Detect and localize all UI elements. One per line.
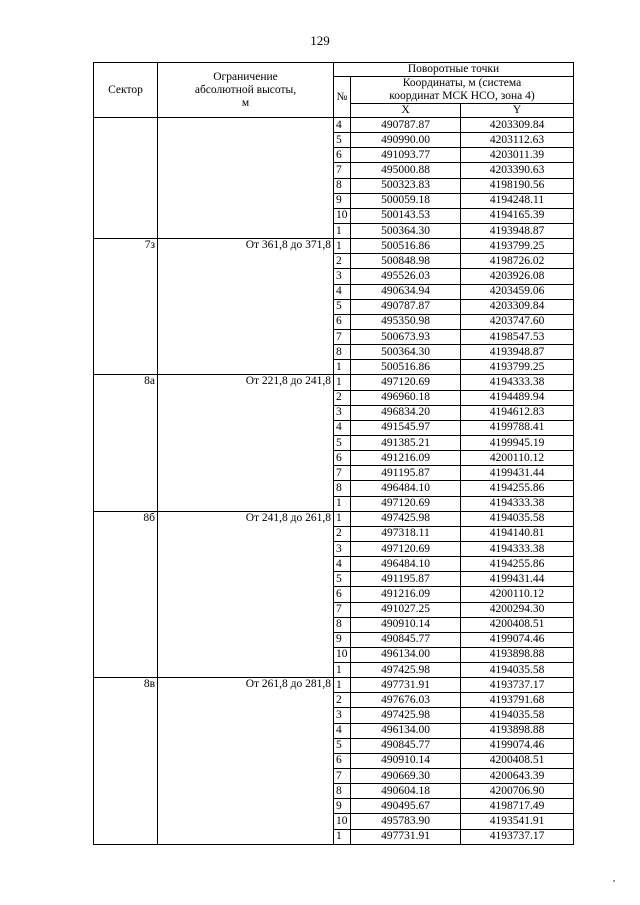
y-coordinate-cell: 4194333.38 xyxy=(461,541,574,556)
table-row xyxy=(94,118,574,133)
y-coordinate-cell: 4194333.38 xyxy=(461,375,574,390)
x-coordinate-cell: 500848.98 xyxy=(351,254,461,269)
point-number-cell: 2 xyxy=(334,693,351,708)
point-number-cell: 8 xyxy=(334,481,351,496)
limit-cell: От 221,8 до 241,8 xyxy=(158,375,334,511)
point-number-cell: 9 xyxy=(334,632,351,647)
y-coordinate-cell: 4200408.51 xyxy=(461,617,574,632)
scan-speck xyxy=(613,880,615,882)
y-coordinate-cell: 4193948.87 xyxy=(461,345,574,360)
y-coordinate-cell: 4193791.68 xyxy=(461,693,574,708)
point-number-cell: 6 xyxy=(334,148,351,163)
point-number-cell: 1 xyxy=(334,829,351,844)
x-coordinate-cell: 500323.83 xyxy=(351,178,461,193)
sector-cell: 8а xyxy=(94,375,158,511)
point-number-cell: 5 xyxy=(334,299,351,314)
y-coordinate-cell: 4199074.46 xyxy=(461,738,574,753)
x-coordinate-cell: 497731.91 xyxy=(351,678,461,693)
x-coordinate-cell: 491195.87 xyxy=(351,572,461,587)
x-coordinate-cell: 491216.09 xyxy=(351,451,461,466)
x-coordinate-cell: 500516.86 xyxy=(351,360,461,375)
header-y: Y xyxy=(461,104,574,118)
x-coordinate-cell: 490634.94 xyxy=(351,284,461,299)
sector-cell: 7з xyxy=(94,239,158,375)
point-number-cell: 8 xyxy=(334,784,351,799)
x-coordinate-cell: 490990.00 xyxy=(351,133,461,148)
point-number-cell: 4 xyxy=(334,284,351,299)
point-number-cell: 6 xyxy=(334,451,351,466)
x-coordinate-cell: 490845.77 xyxy=(351,738,461,753)
table-row xyxy=(94,239,574,254)
y-coordinate-cell: 4194035.58 xyxy=(461,511,574,526)
point-number-cell: 10 xyxy=(334,647,351,662)
y-coordinate-cell: 4193541.91 xyxy=(461,814,574,829)
y-coordinate-cell: 4193948.87 xyxy=(461,223,574,238)
y-coordinate-cell: 4199431.44 xyxy=(461,466,574,481)
y-coordinate-cell: 4203926.08 xyxy=(461,269,574,284)
x-coordinate-cell: 491027.25 xyxy=(351,602,461,617)
y-coordinate-cell: 4198190.56 xyxy=(461,178,574,193)
page-number: 129 xyxy=(310,33,330,48)
x-coordinate-cell: 500059.18 xyxy=(351,193,461,208)
y-coordinate-cell: 4193737.17 xyxy=(461,829,574,844)
x-coordinate-cell: 490910.14 xyxy=(351,617,461,632)
header-coordinates-text: Координаты, м (система координат МСК НСО, зона 4) xyxy=(389,77,535,102)
x-coordinate-cell: 496960.18 xyxy=(351,390,461,405)
y-coordinate-cell: 4194248.11 xyxy=(461,193,574,208)
point-number-cell: 8 xyxy=(334,178,351,193)
point-number-cell: 9 xyxy=(334,799,351,814)
x-coordinate-cell: 490495.67 xyxy=(351,799,461,814)
point-number-cell: 10 xyxy=(334,208,351,223)
x-coordinate-cell: 496484.10 xyxy=(351,481,461,496)
sector-cell: 8б xyxy=(94,511,158,678)
y-coordinate-cell: 4194035.58 xyxy=(461,663,574,678)
y-coordinate-cell: 4194140.81 xyxy=(461,526,574,541)
y-coordinate-cell: 4203309.84 xyxy=(461,299,574,314)
point-number-cell: 5 xyxy=(334,435,351,450)
point-number-cell: 8 xyxy=(334,617,351,632)
header-limit-text: Ограничение абсолютной высоты, м xyxy=(194,70,297,109)
x-coordinate-cell: 491195.87 xyxy=(351,466,461,481)
y-coordinate-cell: 4200110.12 xyxy=(461,451,574,466)
x-coordinate-cell: 491093.77 xyxy=(351,148,461,163)
x-coordinate-cell: 491545.97 xyxy=(351,420,461,435)
x-coordinate-cell: 490787.87 xyxy=(351,118,461,133)
x-coordinate-cell: 497120.69 xyxy=(351,541,461,556)
x-coordinate-cell: 495783.90 xyxy=(351,814,461,829)
y-coordinate-cell: 4199945.19 xyxy=(461,435,574,450)
point-number-cell: 4 xyxy=(334,723,351,738)
point-number-cell: 6 xyxy=(334,587,351,602)
x-coordinate-cell: 495526.03 xyxy=(351,269,461,284)
point-number-cell: 9 xyxy=(334,193,351,208)
coordinates-table xyxy=(93,62,574,845)
y-coordinate-cell: 4199074.46 xyxy=(461,632,574,647)
y-coordinate-cell: 4193898.88 xyxy=(461,723,574,738)
point-number-cell: 4 xyxy=(334,118,351,133)
table-row xyxy=(94,511,574,526)
x-coordinate-cell: 490910.14 xyxy=(351,753,461,768)
point-number-cell: 3 xyxy=(334,708,351,723)
x-coordinate-cell: 495350.98 xyxy=(351,314,461,329)
limit-cell: От 361,8 до 371,8 xyxy=(158,239,334,375)
limit-cell: От 261,8 до 281,8 xyxy=(158,678,334,845)
y-coordinate-cell: 4194489.94 xyxy=(461,390,574,405)
x-coordinate-cell: 491385.21 xyxy=(351,435,461,450)
x-coordinate-cell: 496484.10 xyxy=(351,557,461,572)
point-number-cell: 1 xyxy=(334,496,351,511)
point-number-cell: 1 xyxy=(334,663,351,678)
point-number-cell: 1 xyxy=(334,511,351,526)
x-coordinate-cell: 497676.03 xyxy=(351,693,461,708)
table-header xyxy=(94,63,574,118)
point-number-cell: 2 xyxy=(334,390,351,405)
y-coordinate-cell: 4203011.39 xyxy=(461,148,574,163)
header-number: № xyxy=(334,77,351,118)
point-number-cell: 3 xyxy=(334,269,351,284)
header-coordinates xyxy=(351,77,574,104)
y-coordinate-cell: 4194255.86 xyxy=(461,557,574,572)
point-number-cell: 7 xyxy=(334,329,351,344)
point-number-cell: 4 xyxy=(334,557,351,572)
point-number-cell: 2 xyxy=(334,526,351,541)
y-coordinate-cell: 4193737.17 xyxy=(461,678,574,693)
y-coordinate-cell: 4200110.12 xyxy=(461,587,574,602)
y-coordinate-cell: 4199788.41 xyxy=(461,420,574,435)
point-number-cell: 8 xyxy=(334,345,351,360)
point-number-cell: 3 xyxy=(334,405,351,420)
x-coordinate-cell: 497318.11 xyxy=(351,526,461,541)
y-coordinate-cell: 4198547.53 xyxy=(461,329,574,344)
y-coordinate-cell: 4203459.06 xyxy=(461,284,574,299)
x-coordinate-cell: 497120.69 xyxy=(351,496,461,511)
y-coordinate-cell: 4200294.30 xyxy=(461,602,574,617)
sector-cell: 8в xyxy=(94,678,158,845)
point-number-cell: 7 xyxy=(334,466,351,481)
limit-cell: От 241,8 до 261,8 xyxy=(158,511,334,678)
y-coordinate-cell: 4200408.51 xyxy=(461,753,574,768)
point-number-cell: 1 xyxy=(334,239,351,254)
table-row xyxy=(94,375,574,390)
y-coordinate-cell: 4203309.84 xyxy=(461,118,574,133)
point-number-cell: 2 xyxy=(334,254,351,269)
point-number-cell: 5 xyxy=(334,133,351,148)
header-sector: Сектор xyxy=(94,63,158,118)
point-number-cell: 4 xyxy=(334,420,351,435)
point-number-cell: 6 xyxy=(334,753,351,768)
y-coordinate-cell: 4194165.39 xyxy=(461,208,574,223)
y-coordinate-cell: 4198717.49 xyxy=(461,799,574,814)
sector-cell xyxy=(94,118,158,239)
y-coordinate-cell: 4203747.60 xyxy=(461,314,574,329)
x-coordinate-cell: 497120.69 xyxy=(351,375,461,390)
point-number-cell: 5 xyxy=(334,572,351,587)
y-coordinate-cell: 4194035.58 xyxy=(461,708,574,723)
y-coordinate-cell: 4193799.25 xyxy=(461,239,574,254)
x-coordinate-cell: 497425.98 xyxy=(351,511,461,526)
y-coordinate-cell: 4200643.39 xyxy=(461,769,574,784)
y-coordinate-cell: 4194612.83 xyxy=(461,405,574,420)
x-coordinate-cell: 497731.91 xyxy=(351,829,461,844)
y-coordinate-cell: 4198726.02 xyxy=(461,254,574,269)
x-coordinate-cell: 497425.98 xyxy=(351,663,461,678)
y-coordinate-cell: 4193799.25 xyxy=(461,360,574,375)
x-coordinate-cell: 500143.53 xyxy=(351,208,461,223)
point-number-cell: 1 xyxy=(334,375,351,390)
x-coordinate-cell: 490845.77 xyxy=(351,632,461,647)
point-number-cell: 5 xyxy=(334,738,351,753)
x-coordinate-cell: 490787.87 xyxy=(351,299,461,314)
x-coordinate-cell: 496134.00 xyxy=(351,723,461,738)
table-row xyxy=(94,678,574,693)
x-coordinate-cell: 496834.20 xyxy=(351,405,461,420)
point-number-cell: 7 xyxy=(334,602,351,617)
y-coordinate-cell: 4194333.38 xyxy=(461,496,574,511)
x-coordinate-cell: 500516.86 xyxy=(351,239,461,254)
point-number-cell: 1 xyxy=(334,678,351,693)
header-x: X xyxy=(351,104,461,118)
x-coordinate-cell: 496134.00 xyxy=(351,647,461,662)
point-number-cell: 1 xyxy=(334,360,351,375)
x-coordinate-cell: 500364.30 xyxy=(351,345,461,360)
y-coordinate-cell: 4199431.44 xyxy=(461,572,574,587)
point-number-cell: 7 xyxy=(334,769,351,784)
limit-cell xyxy=(158,118,334,239)
x-coordinate-cell: 490604.18 xyxy=(351,784,461,799)
point-number-cell: 7 xyxy=(334,163,351,178)
point-number-cell: 10 xyxy=(334,814,351,829)
y-coordinate-cell: 4194255.86 xyxy=(461,481,574,496)
x-coordinate-cell: 500364.30 xyxy=(351,223,461,238)
x-coordinate-cell: 497425.98 xyxy=(351,708,461,723)
header-limit xyxy=(158,63,334,118)
header-turning-points: Поворотные точки xyxy=(334,63,574,77)
x-coordinate-cell: 491216.09 xyxy=(351,587,461,602)
point-number-cell: 6 xyxy=(334,314,351,329)
point-number-cell: 3 xyxy=(334,541,351,556)
y-coordinate-cell: 4200706.90 xyxy=(461,784,574,799)
table-body xyxy=(94,118,574,845)
point-number-cell: 1 xyxy=(334,223,351,238)
x-coordinate-cell: 500673.93 xyxy=(351,329,461,344)
x-coordinate-cell: 490669.30 xyxy=(351,769,461,784)
y-coordinate-cell: 4203112.63 xyxy=(461,133,574,148)
y-coordinate-cell: 4203390.63 xyxy=(461,163,574,178)
x-coordinate-cell: 495000.88 xyxy=(351,163,461,178)
y-coordinate-cell: 4193898.88 xyxy=(461,647,574,662)
